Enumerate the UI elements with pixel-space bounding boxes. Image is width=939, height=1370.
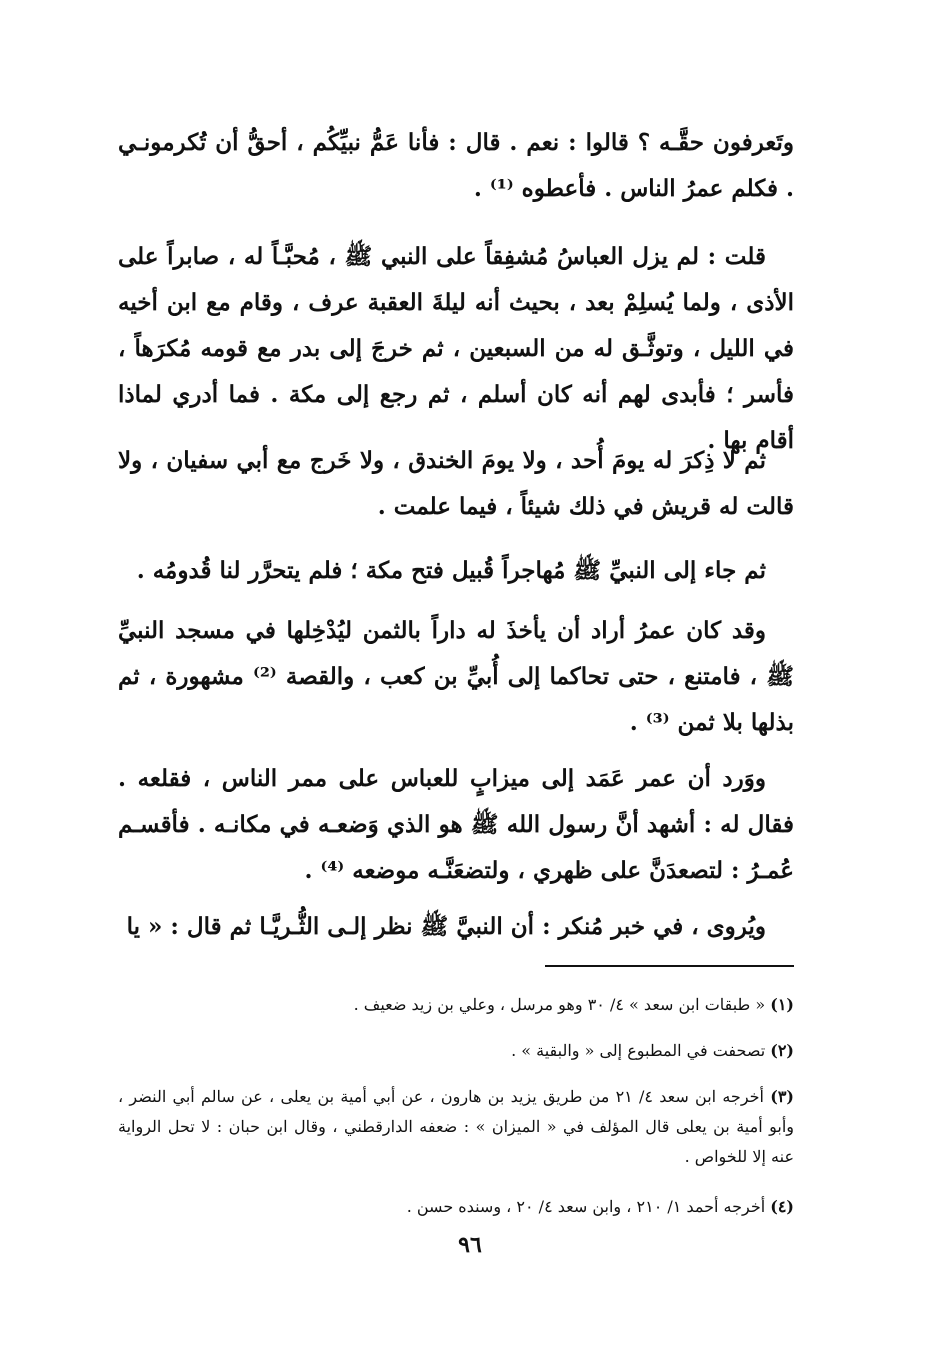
paragraph-6-text: ووَرد أن عمر عَمَد إلى ميزابٍ للعباس على ممر الناس ، فقلعه . فقال له : أشهد أنَّ رسول الله ﷺ هو الذي وَضعـه في مكانـه . فأقسـم عُمـرُ : لتصعدَنَّ على ظهري ، ولتضعَنَّـه موضعه ⁽⁴⁾ . [118, 765, 794, 884]
paragraph-1 [118, 120, 794, 212]
paragraph-5 [118, 608, 794, 746]
page-number: ٩٦ [458, 1232, 482, 1258]
paragraph-3 [118, 438, 794, 530]
footnote-1-text: « طبقات ابن سعد » ٤/ ٣٠ وهو مرسل ، وعلي بن زيد ضعيف . [353, 995, 766, 1014]
paragraph-1-text: وتَعرفون حقَّـه ؟ قالوا : نعم . قال : فأنا عَمُّ نبيِّكُم ، أحقُّ أن تُكرمونـي . فكلم عمرُ الناس . فأعطوه ⁽¹⁾ . [118, 129, 794, 202]
footnote-3 [118, 1082, 794, 1172]
paragraph-4 [118, 548, 794, 594]
paragraph-7-text: ويُروى ، في خبر مُنكر : أن النبيَّ ﷺ نظر إلـى الثُّـريَّـا ثم قال : « يا [126, 913, 766, 940]
footnote-4-text: أخرجه أحمد ١/ ٢١٠ ، وابن سعد ٤/ ٢٠ ، وسنده حسن . [406, 1197, 766, 1216]
paragraph-3-text: ثم لا ذِكرَ له يومَ أُحد ، ولا يومَ الخندق ، ولا خَرج مع أبي سفيان ، ولا قالت له قريش في ذلك شيئاً ، فيما علمت . [118, 447, 794, 520]
footnote-4-number: (٤) [770, 1197, 794, 1216]
footnote-3-number: (٣) [770, 1087, 794, 1106]
footnote-1 [118, 990, 794, 1020]
paragraph-4-text: ثم جاء إلى النبيِّ ﷺ مُهاجراً قُبيل فتح مكة ؛ فلم يتحرَّر لنا قُدومُه . [136, 557, 766, 584]
paragraph-2-text: قلت : لم يزل العباسُ مُشفِقاً على النبي ﷺ ، مُحبَّـاً له ، صابراً على الأذى ، ولما يُسلِمْ بعد ، بحيث أنه ليلةَ العقبة عرف ، وقام مع ابن أخيه في الليل ، وتوثَّـق له من السبعين ، ثم خرجَ إلى بدر مع قومه مُكرَهاً ، فأسر ؛ فأبدى لهم أنه كان أسلم ، ثم رجع إلى مكة . فما أدري لماذا أقام بها . [118, 243, 794, 454]
footnote-separator [545, 965, 794, 967]
footnote-2-number: (٢) [770, 1041, 794, 1060]
footnote-2 [118, 1036, 794, 1066]
footnote-2-text: تصحفت في المطبوع إلى « والبقية » . [511, 1041, 766, 1060]
footnote-4 [118, 1192, 794, 1222]
paragraph-6 [118, 756, 794, 894]
footnote-1-number: (١) [770, 995, 794, 1014]
footnote-3-text: أخرجه ابن سعد ٤/ ٢١ من طريق يزيد بن هارون ، عن أبي أمية بن يعلى ، عن سالم أبي النضر ، وأبو أمية بن يعلى قال المؤلف في « الميزان » : ضعفه الدارقطني ، وقال ابن حبان : لا تحل الرواية عنه إلا للخواص . [118, 1087, 794, 1166]
paragraph-5-text: وقد كان عمرُ أراد أن يأخذَ له داراً بالثمن ليُدْخِلها في مسجد النبيِّ ﷺ ، فامتنع ، حتى تحاكما إلى أُبيِّ بن كعب ، والقصة ⁽²⁾ مشهورة ، ثم بذلها بلا ثمن ⁽³⁾ . [118, 617, 795, 736]
paragraph-2 [118, 234, 794, 464]
paragraph-7 [118, 904, 794, 950]
